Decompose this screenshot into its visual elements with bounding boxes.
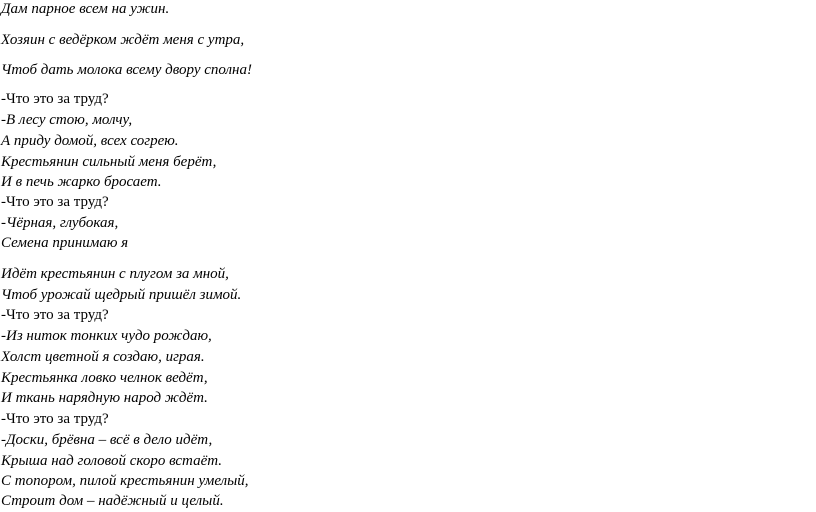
poem-line: Семена принимаю я <box>1 235 129 251</box>
poem-line: -Доски, брёвна – всё в дело идёт, <box>1 432 213 448</box>
poem-line: -Чёрная, глубокая, <box>1 215 119 231</box>
poem-line: Холст цветной я создаю, играя. <box>1 349 205 365</box>
poem-line: Крыша над головой скоро встаёт. <box>1 453 223 469</box>
poem-line: Дам парное всем на ужин. <box>1 1 170 17</box>
poem-question-line: -Что это за труд? <box>1 411 109 427</box>
poem-question-line: -Что это за труд? <box>1 307 109 323</box>
poem-line: И в печь жарко бросает. <box>1 174 162 190</box>
poem-question-line: -Что это за труд? <box>1 194 109 210</box>
poem-line: Крестьянка ловко челнок ведёт, <box>1 370 208 386</box>
poem-line: Хозяин с ведёрком ждёт меня с утра, <box>1 32 245 48</box>
poem-line: Чтоб дать молока всему двору сполна! <box>1 62 252 78</box>
poem-question-line: -Что это за труд? <box>1 91 109 107</box>
poem-line: Крестьянин сильный меня берёт, <box>1 154 217 170</box>
poem-line: А приду домой, всех согрею. <box>1 133 179 149</box>
poem-line: -В лесу стою, молчу, <box>1 112 133 128</box>
poem-line: С топором, пилой крестьянин умелый, <box>1 473 249 489</box>
poem-line: И ткань нарядную народ ждёт. <box>1 390 208 406</box>
poem-line: Идёт крестьянин с плугом за мной, <box>1 266 229 282</box>
poem-line: -Из ниток тонких чудо рождаю, <box>1 328 212 344</box>
poem-line: Строит дом – надёжный и целый. <box>1 493 224 509</box>
poem-line: Чтоб урожай щедрый пришёл зимой. <box>1 287 242 303</box>
